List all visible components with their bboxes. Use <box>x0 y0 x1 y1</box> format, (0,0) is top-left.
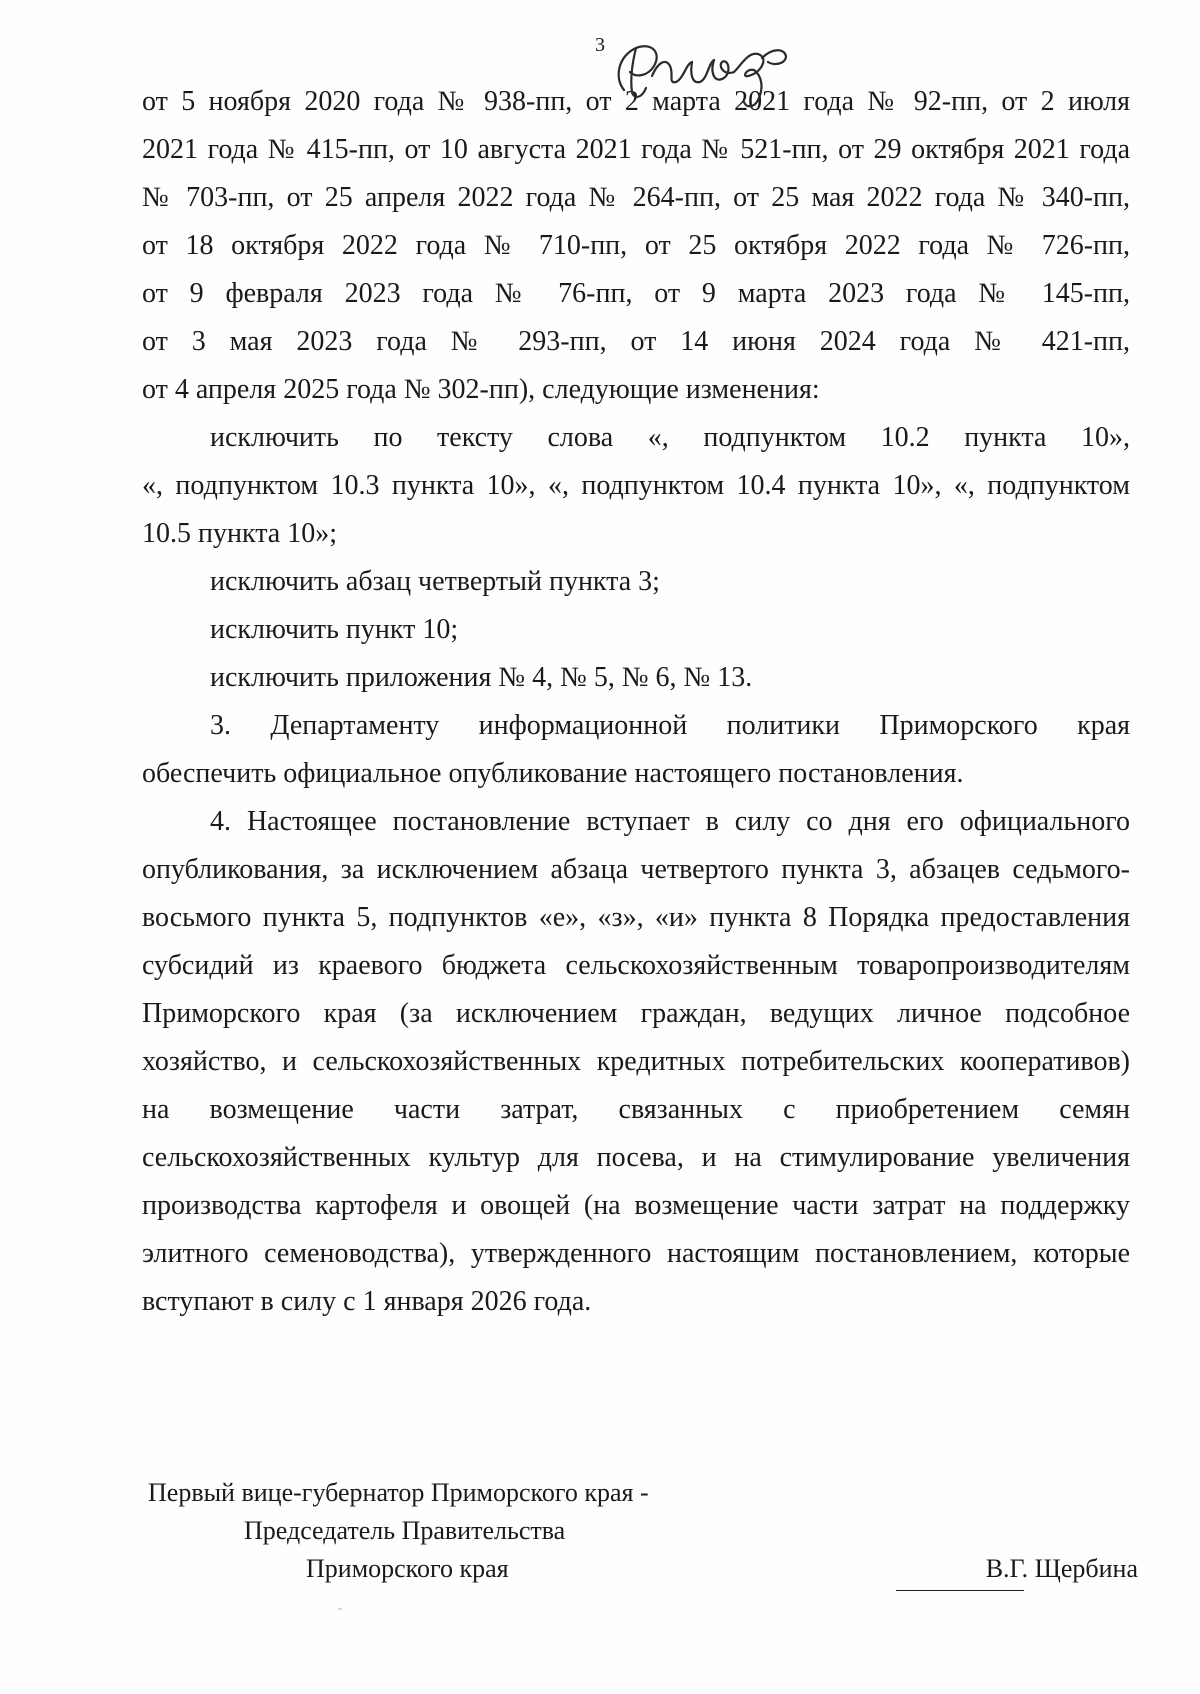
text-line: опубликования, за исключением абзаца четвертого пункта 3, абзацев седьмого- <box>142 854 1130 885</box>
signatory-title-line-3: Приморского края <box>306 1554 509 1583</box>
text-line: на возмещение части затрат, связанных с приобретением семян <box>142 1094 1130 1125</box>
text-line: Приморского края (за исключением граждан, ведущих личное подсобное <box>142 998 1130 1029</box>
signature-line <box>896 1590 1024 1591</box>
text-line: от 3 мая 2023 года № 293-пп, от 14 июня 2024 года № 421-пп, <box>142 326 1130 357</box>
document-body <box>142 78 1130 1326</box>
text-line: исключить приложения № 4, № 5, № 6, № 13. <box>210 662 753 693</box>
text-line: от 5 ноября 2020 года № 938-пп, от 2 марта 2021 года № 92-пп, от 2 июля <box>142 86 1130 117</box>
text-line: № 703-пп, от 25 апреля 2022 года № 264-пп, от 25 мая 2022 года № 340-пп, <box>142 182 1130 213</box>
text-line: исключить по тексту слова «, подпунктом 10.2 пункта 10», <box>210 422 1130 453</box>
text-line: от 4 апреля 2025 года № 302-пп), следующие изменения: <box>142 374 820 405</box>
scan-artifact <box>338 1608 342 1610</box>
text-line: 3. Департаменту информационной политики Приморского края <box>210 710 1130 741</box>
text-line: исключить абзац четвертый пункта 3; <box>210 566 660 597</box>
page-number: 3 <box>595 34 605 56</box>
signature-block <box>148 1478 1138 1598</box>
text-line: восьмого пункта 5, подпунктов «е», «з», «и» пункта 8 Порядка предоставления <box>142 902 1130 933</box>
text-line: сельскохозяйственных культур для посева, и на стимулирование увеличения <box>142 1142 1130 1173</box>
text-line: обеспечить официальное опубликование настоящего постановления. <box>142 758 964 789</box>
text-line: субсидий из краевого бюджета сельскохозяйственным товаропроизводителям <box>142 950 1130 981</box>
text-line: 4. Настоящее постановление вступает в силу со дня его официального <box>210 806 1130 837</box>
text-line: 10.5 пункта 10»; <box>142 518 337 549</box>
signatory-name: В.Г. Щербина <box>985 1554 1138 1583</box>
signatory-title-line-1: Первый вице-губернатор Приморского края - <box>148 1478 649 1507</box>
handwritten-signature <box>596 18 796 118</box>
text-line: «, подпунктом 10.3 пункта 10», «, подпунктом 10.4 пункта 10», «, подпунктом <box>142 470 1130 501</box>
text-line: исключить пункт 10; <box>210 614 459 645</box>
text-line: от 18 октября 2022 года № 710-пп, от 25 октября 2022 года № 726-пп, <box>142 230 1130 261</box>
signatory-title-line-2: Председатель Правительства <box>244 1516 566 1545</box>
text-line: хозяйство, и сельскохозяйственных кредитных потребительских кооперативов) <box>142 1046 1130 1077</box>
text-line: элитного семеноводства), утвержденного настоящим постановлением, которые <box>142 1238 1130 1269</box>
text-line: вступают в силу с 1 января 2026 года. <box>142 1286 592 1317</box>
text-line: 2021 года № 415-пп, от 10 августа 2021 года № 521-пп, от 29 октября 2021 года <box>142 134 1130 165</box>
text-line: от 9 февраля 2023 года № 76-пп, от 9 марта 2023 года № 145-пп, <box>142 278 1130 309</box>
text-line: производства картофеля и овощей (на возмещение части затрат на поддержку <box>142 1190 1130 1221</box>
